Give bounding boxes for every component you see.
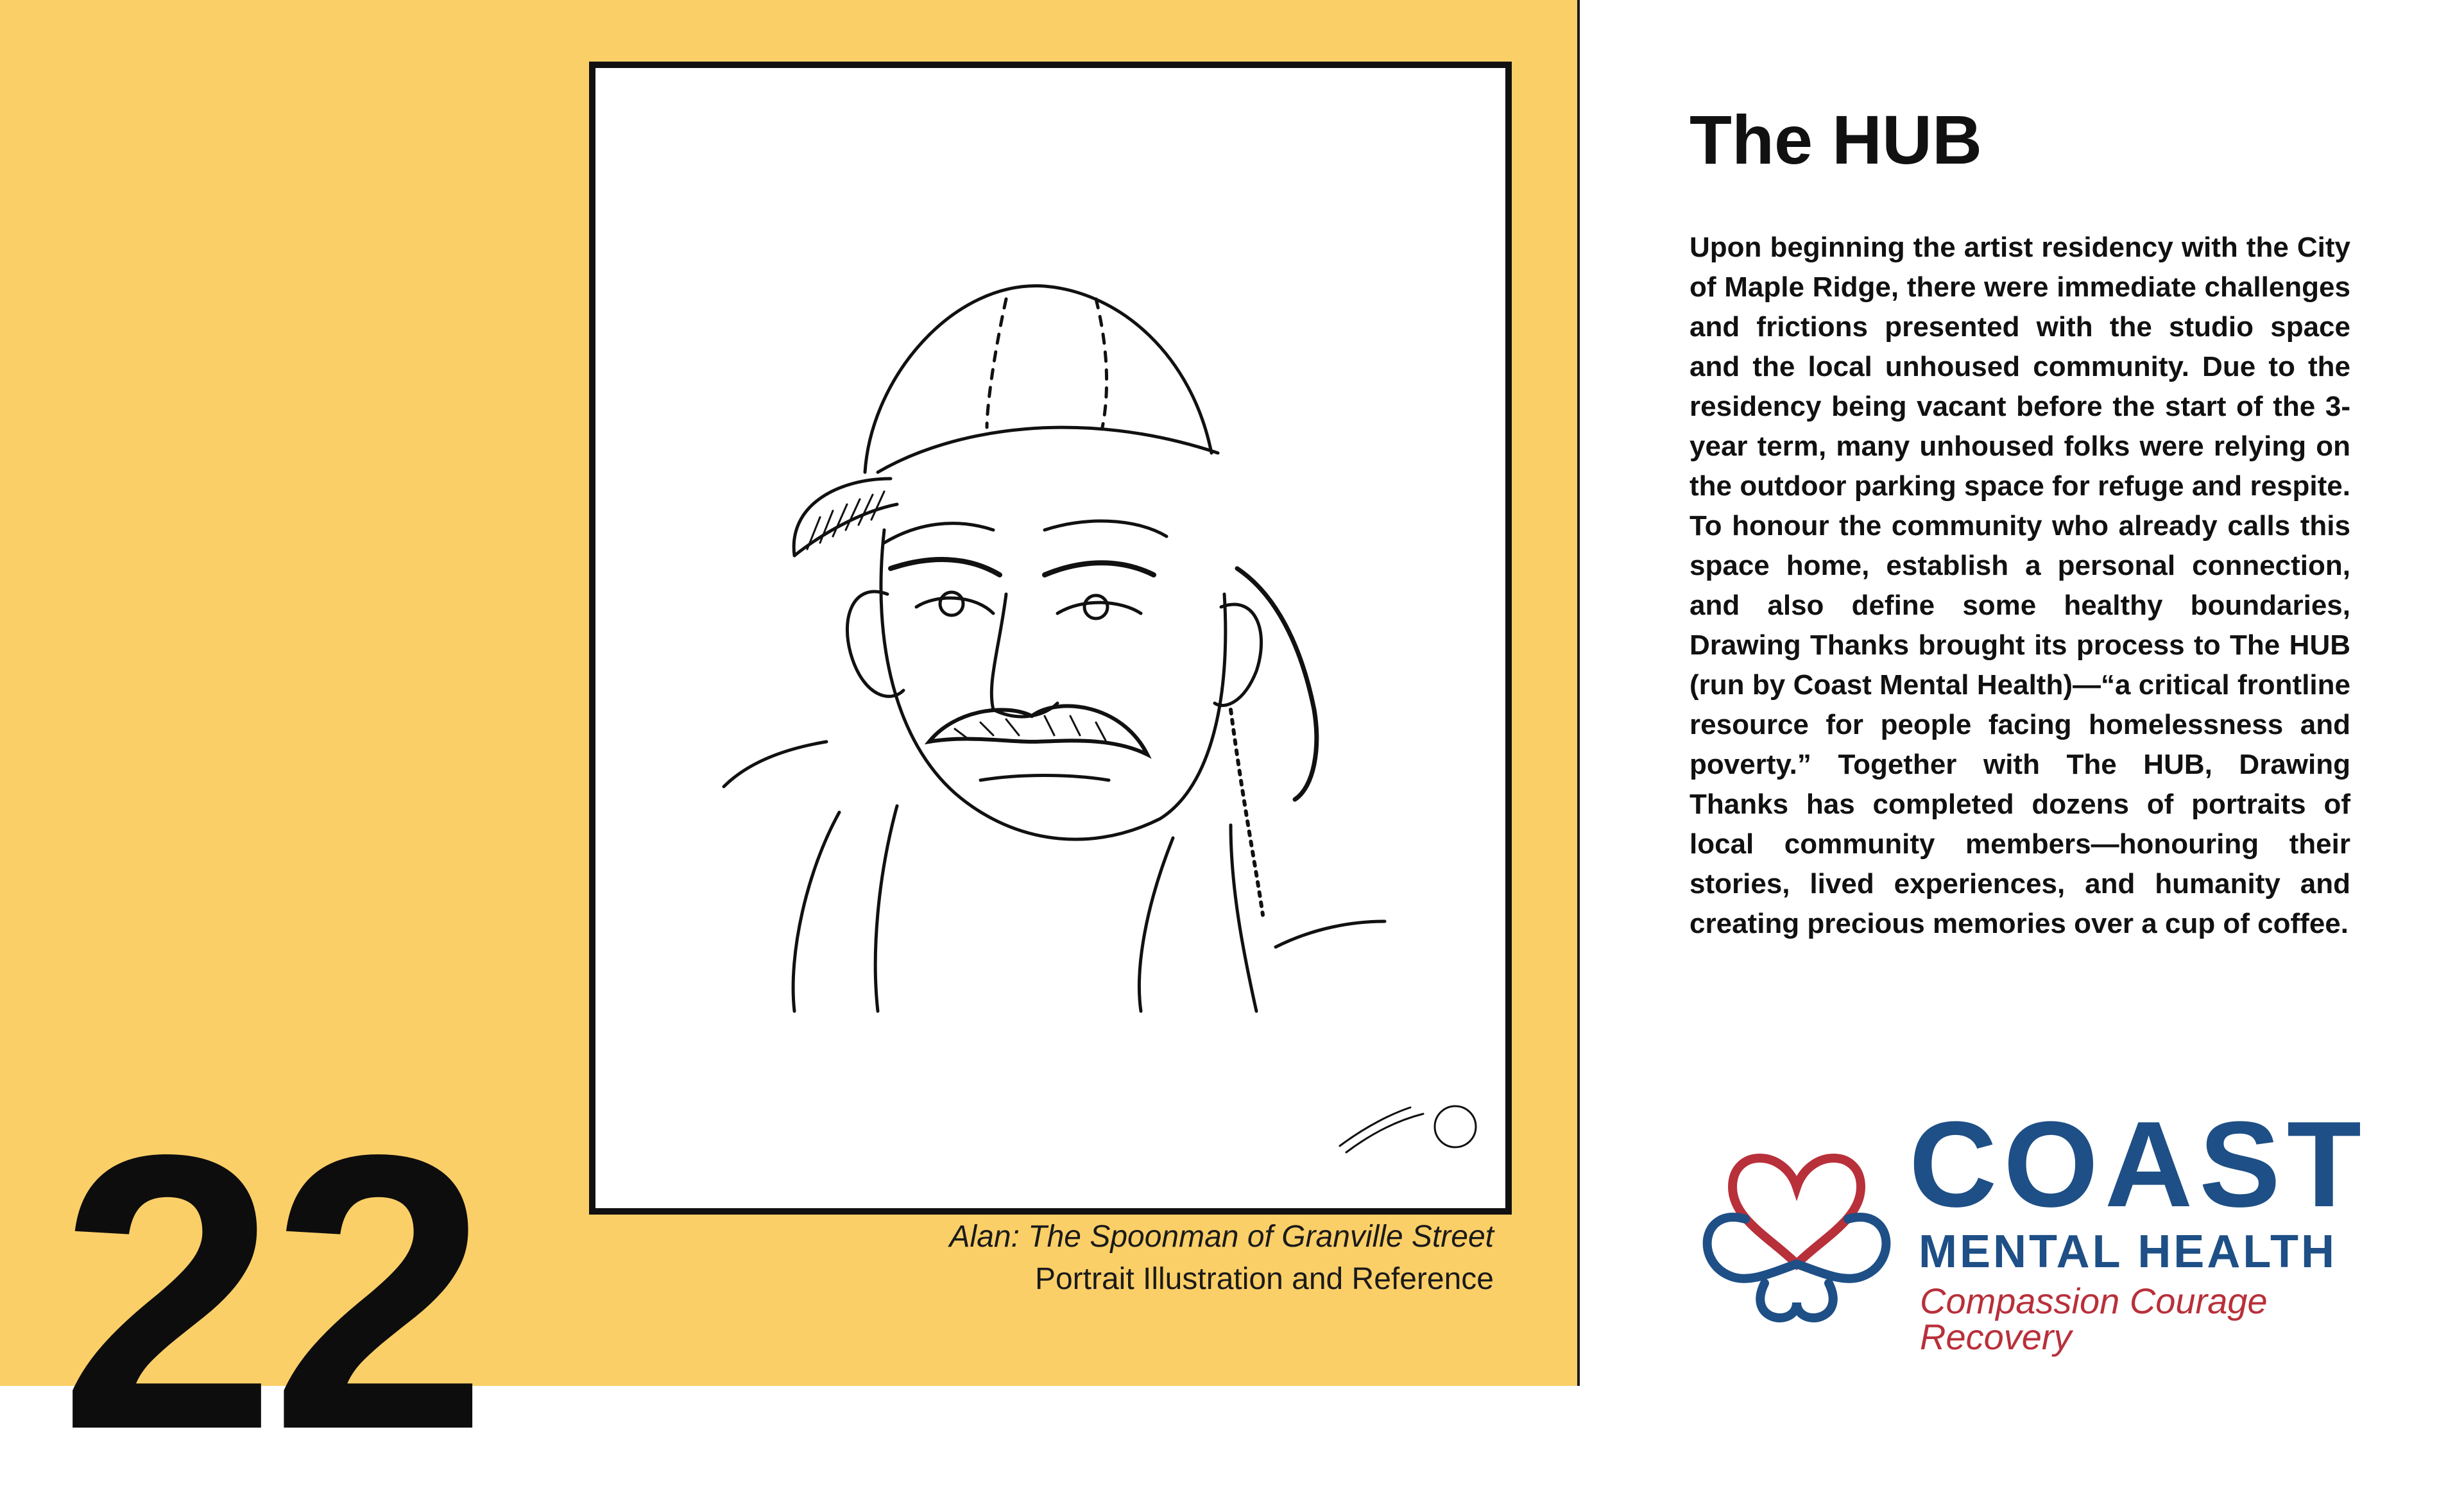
logo-tagline: Compassion Courage Recovery: [1920, 1281, 2268, 1357]
article-body: Upon beginning the artist residency with the City of Maple Ridge, there were immediate challenges and frictions presented with the studio space and the local unhoused community. Due to the residency being vacant before the start of the 3-year term, many unhoused folks were relying on the outdoor parking space for refuge and respite. To honour the community who already calls this space home, establish a personal connection, and also define some healthy boundaries, Drawing Thanks brought its process to The HUB (run by Coast Mental Health)—“a critical frontline resource for people facing homelessness and poverty.” Together with The HUB, Drawing Thanks has completed dozens of portraits of local community members—honouring their stories, lived experiences, and humanity and creating precious memories over a cup of coffee.: [1690, 232, 2350, 939]
caption-subtitle: Portrait Illustration and Reference: [1034, 1262, 1494, 1296]
portrait-caption: [950, 1216, 1494, 1301]
page-number: 22: [59, 1074, 482, 1511]
logo-subtitle: MENTAL HEALTH: [1919, 1226, 2337, 1277]
portrait-illustration: [595, 68, 1505, 1208]
logo-wordmark: COAST: [1909, 1097, 2368, 1233]
portrait-frame: [589, 62, 1512, 1215]
article-heading: The HUB: [1690, 101, 1982, 178]
heart-knot-icon: [1688, 1110, 1906, 1328]
coast-mental-health-logo: [1688, 1097, 2368, 1357]
caption-title: Alan: The Spoonman of Granville Street: [949, 1220, 1494, 1254]
